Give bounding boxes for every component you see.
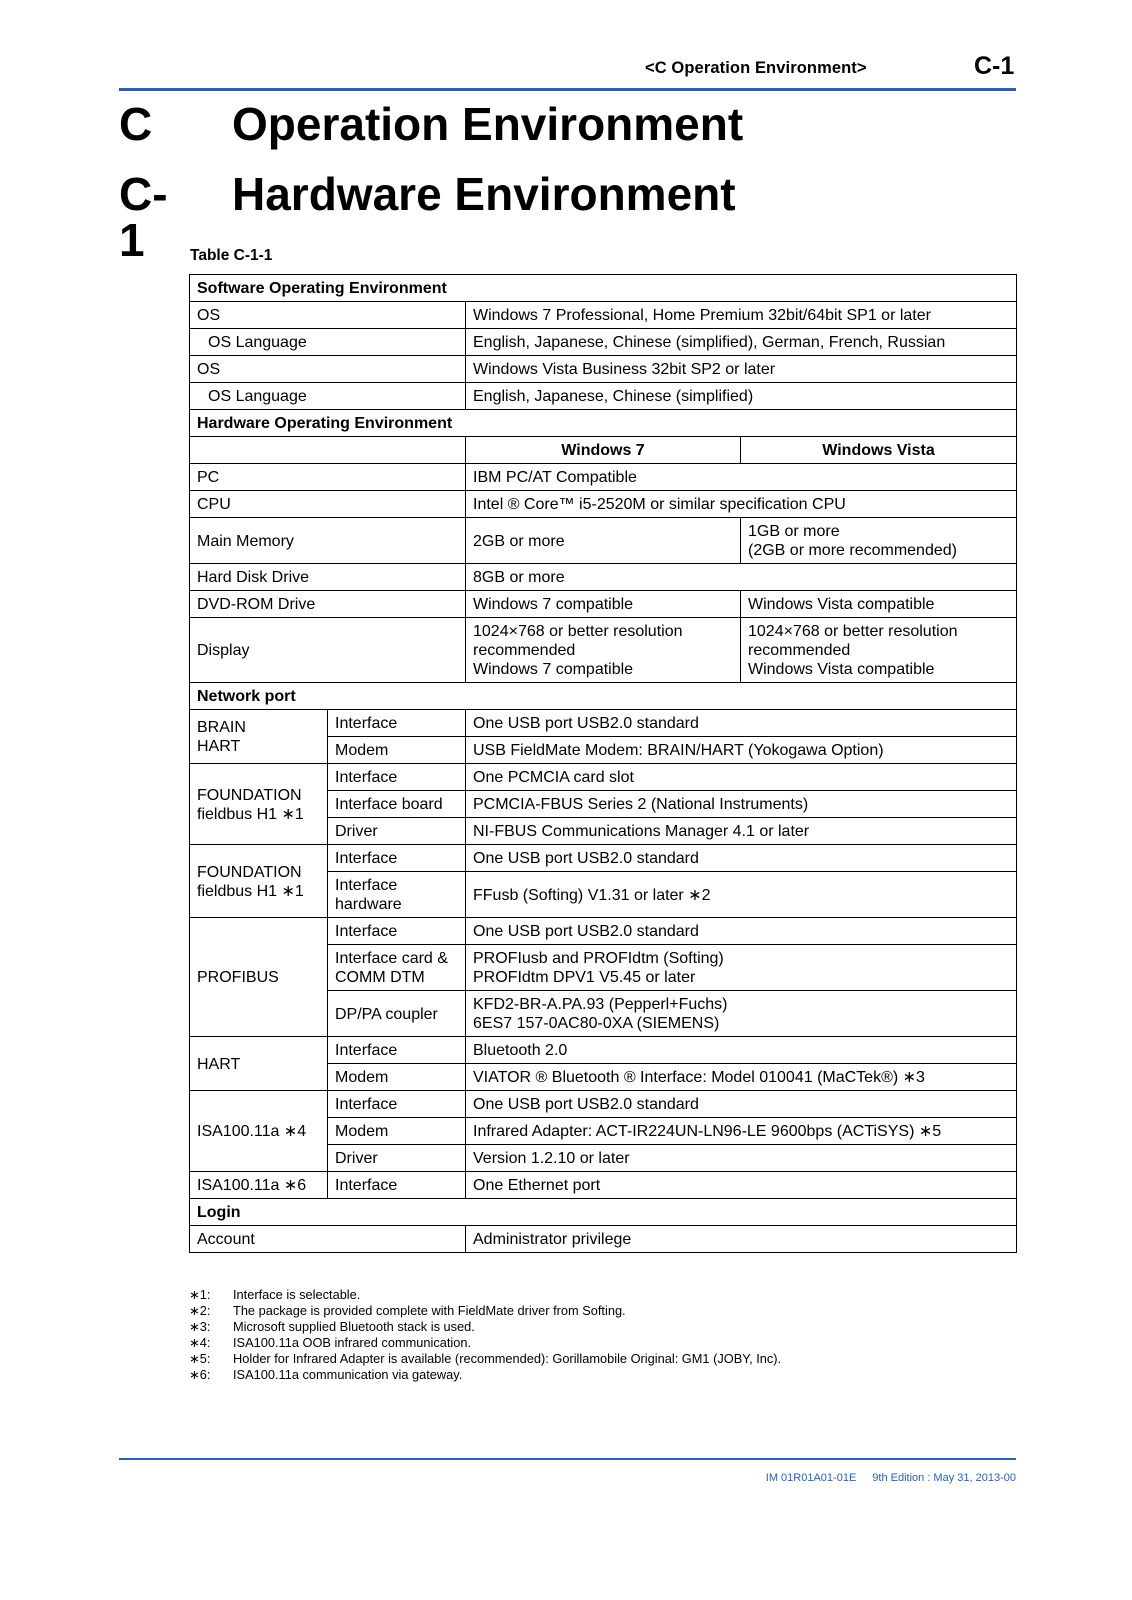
footnote-mark: ∗1: [189,1287,211,1302]
section-title: Hardware Environment [232,168,736,220]
footnote-mark: ∗5: [189,1351,211,1366]
cell-line: FOUNDATION [197,786,302,804]
port-item-label: Modem [328,737,466,764]
row-value: Administrator privilege [466,1226,1017,1253]
table-row [190,518,1017,564]
document-id: IM 01R01A01-01E [765,1472,857,1484]
row-value-windows7 [466,618,741,683]
port-group-label: ISA100.11a ∗4 [190,1091,328,1172]
footnote [189,1319,781,1335]
footnote [189,1351,781,1367]
table-row [190,918,1017,945]
cell-line: Interface [335,877,398,894]
cell-line: HART [197,738,241,755]
cell-line: FOUNDATION [197,863,302,881]
table-row [190,764,1017,791]
row-label: DVD-ROM Drive [190,591,466,618]
row-value-windows7: 2GB or more [466,518,741,564]
table-row [190,329,1017,356]
footnote-mark: ∗4: [189,1335,211,1350]
cell-line: fieldbus H1 ∗1 [197,805,304,823]
port-item-value: One USB port USB2.0 standard [466,918,1017,945]
cell-line: 1GB or more [748,523,840,540]
table-row [190,410,1017,437]
port-item-label: Modem [328,1118,466,1145]
section-heading-cell: Software Operating Environment [190,275,1017,302]
row-label: PC [190,464,466,491]
port-item-label: DP/PA coupler [328,991,466,1037]
port-item-value: One Ethernet port [466,1172,1017,1199]
table-row [190,356,1017,383]
cell-line: 1024×768 or better resolution [473,623,683,640]
row-label: Display [190,618,466,683]
row-label: OS [190,302,466,329]
row-value-windows-vista [741,518,1017,564]
port-item-value: USB FieldMate Modem: BRAIN/HART (Yokogawa Option) [466,737,1017,764]
port-group-label [190,845,328,918]
port-item-value: One PCMCIA card slot [466,764,1017,791]
port-item-label: Interface [328,710,466,737]
table-row [190,1172,1017,1199]
chapter-number: C [119,98,153,150]
row-value: 8GB or more [466,564,1017,591]
column-header-windows7: Windows 7 [466,437,741,464]
row-label: Main Memory [190,518,466,564]
cell-line: KFD2-BR-A.PA.93 (Pepperl+Fuchs) [473,996,728,1013]
footnote-text: ISA100.11a OOB infrared communication. [233,1335,472,1350]
port-item-value: One USB port USB2.0 standard [466,845,1017,872]
port-item-value [466,991,1017,1037]
row-value: IBM PC/AT Compatible [466,464,1017,491]
port-group-label [190,710,328,764]
cell-line: 1024×768 or better resolution [748,623,958,640]
table-row [190,618,1017,683]
column-header-windows-vista: Windows Vista [741,437,1017,464]
table-caption: Table C-1-1 [190,247,273,264]
cell-line: PROFIusb and PROFIdtm (Softing) [473,950,724,967]
row-value-windows7: Windows 7 compatible [466,591,741,618]
port-group-label: PROFIBUS [190,918,328,1037]
port-item-value: FFusb (Softing) V1.31 or later ∗2 [466,872,1017,918]
footnote-mark: ∗3: [189,1319,211,1334]
port-item-label [328,945,466,991]
footnote-text: Holder for Infrared Adapter is available (recommended): Gorillamobile Original: GM1 (JOBY, Inc). [233,1351,782,1366]
port-item-label: Interface [328,1091,466,1118]
port-group-label [190,764,328,845]
row-label: OS Language [190,383,466,410]
cell-line: (2GB or more recommended) [748,542,957,559]
section-heading-cell: Hardware Operating Environment [190,410,1017,437]
row-value-windows-vista: Windows Vista compatible [741,591,1017,618]
operating-environment-table [189,274,1017,1253]
cell-line: 6ES7 157-0AC80-0XA (SIEMENS) [473,1015,720,1032]
row-label: CPU [190,491,466,518]
table-row [190,275,1017,302]
table-row [190,491,1017,518]
port-group-label: ISA100.11a ∗6 [190,1172,328,1199]
empty-cell [190,437,466,464]
footer [766,1472,1016,1484]
row-label: Account [190,1226,466,1253]
table-row [190,591,1017,618]
cell-line: fieldbus H1 ∗1 [197,882,304,900]
footnote-text: The package is provided complete with FieldMate driver from Softing. [233,1303,626,1318]
table-row [190,302,1017,329]
row-label: OS [190,356,466,383]
cell-line: recommended [473,642,576,659]
row-value: English, Japanese, Chinese (simplified), German, French, Russian [466,329,1017,356]
row-value: Windows Vista Business 32bit SP2 or later [466,356,1017,383]
row-label: OS Language [190,329,466,356]
port-item-label: Interface [328,764,466,791]
cell-line: Windows 7 compatible [473,661,634,678]
port-item-label: Interface [328,918,466,945]
port-group-label: HART [190,1037,328,1091]
port-item-label: Interface [328,1172,466,1199]
footnote-mark: ∗2: [189,1303,211,1318]
port-item-value: Version 1.2.10 or later [466,1145,1017,1172]
port-item-label: Interface [328,1037,466,1064]
section-heading-cell: Login [190,1199,1017,1226]
table-row [190,1226,1017,1253]
port-item-value: NI-FBUS Communications Manager 4.1 or later [466,818,1017,845]
running-header-section: <C Operation Environment> [645,59,867,77]
section-heading-cell: Network port [190,683,1017,710]
table-row [190,437,1017,464]
page-number: C-1 [974,52,1015,80]
port-item-label: Driver [328,1145,466,1172]
row-value: Intel ® Core™ i5-2520M or similar specification CPU [466,491,1017,518]
cell-line: PROFIdtm DPV1 V5.45 or later [473,969,696,986]
edition-date: 9th Edition : May 31, 2013-00 [872,1472,1016,1484]
port-item-value: One USB port USB2.0 standard [466,710,1017,737]
port-item-label: Interface [328,845,466,872]
port-item-value [466,945,1017,991]
cell-line: Interface card & [335,950,448,967]
cell-line: Windows Vista compatible [748,661,935,678]
cell-line: hardware [335,896,402,913]
section-number: C-1 [119,168,168,266]
table-row [190,564,1017,591]
footnote [189,1335,781,1351]
row-value-windows-vista [741,618,1017,683]
footnote-text: Interface is selectable. [233,1287,361,1302]
port-item-label: Driver [328,818,466,845]
header-rule [119,88,1016,91]
table-row [190,1037,1017,1064]
row-label: Hard Disk Drive [190,564,466,591]
cell-line: BRAIN [197,719,246,736]
port-item-value: PCMCIA-FBUS Series 2 (National Instruments) [466,791,1017,818]
chapter-title: Operation Environment [232,98,744,150]
footer-rule [119,1458,1016,1460]
table-row [190,1091,1017,1118]
footnote-mark: ∗6: [189,1367,211,1382]
table-row [190,710,1017,737]
footnote [189,1303,781,1319]
footnote-text: Microsoft supplied Bluetooth stack is used. [233,1319,475,1334]
footnote-text: ISA100.11a communication via gateway. [233,1367,463,1382]
row-value: English, Japanese, Chinese (simplified) [466,383,1017,410]
footnote [189,1367,781,1383]
port-item-label: Interface board [328,791,466,818]
port-item-value: One USB port USB2.0 standard [466,1091,1017,1118]
port-item-value: VIATOR ® Bluetooth ® Interface: Model 010041 (MaCTek®) ∗3 [466,1064,1017,1091]
table-row [190,845,1017,872]
table-row [190,464,1017,491]
port-item-value: Bluetooth 2.0 [466,1037,1017,1064]
row-value: Windows 7 Professional, Home Premium 32bit/64bit SP1 or later [466,302,1017,329]
port-item-label [328,872,466,918]
table-row [190,683,1017,710]
footnote [189,1287,781,1303]
footnotes [189,1287,781,1383]
port-item-value: Infrared Adapter: ACT-IR224UN-LN96-LE 9600bps (ACTiSYS) ∗5 [466,1118,1017,1145]
port-item-label: Modem [328,1064,466,1091]
cell-line: COMM DTM [335,969,425,986]
table-row [190,383,1017,410]
cell-line: recommended [748,642,851,659]
table-row [190,1199,1017,1226]
